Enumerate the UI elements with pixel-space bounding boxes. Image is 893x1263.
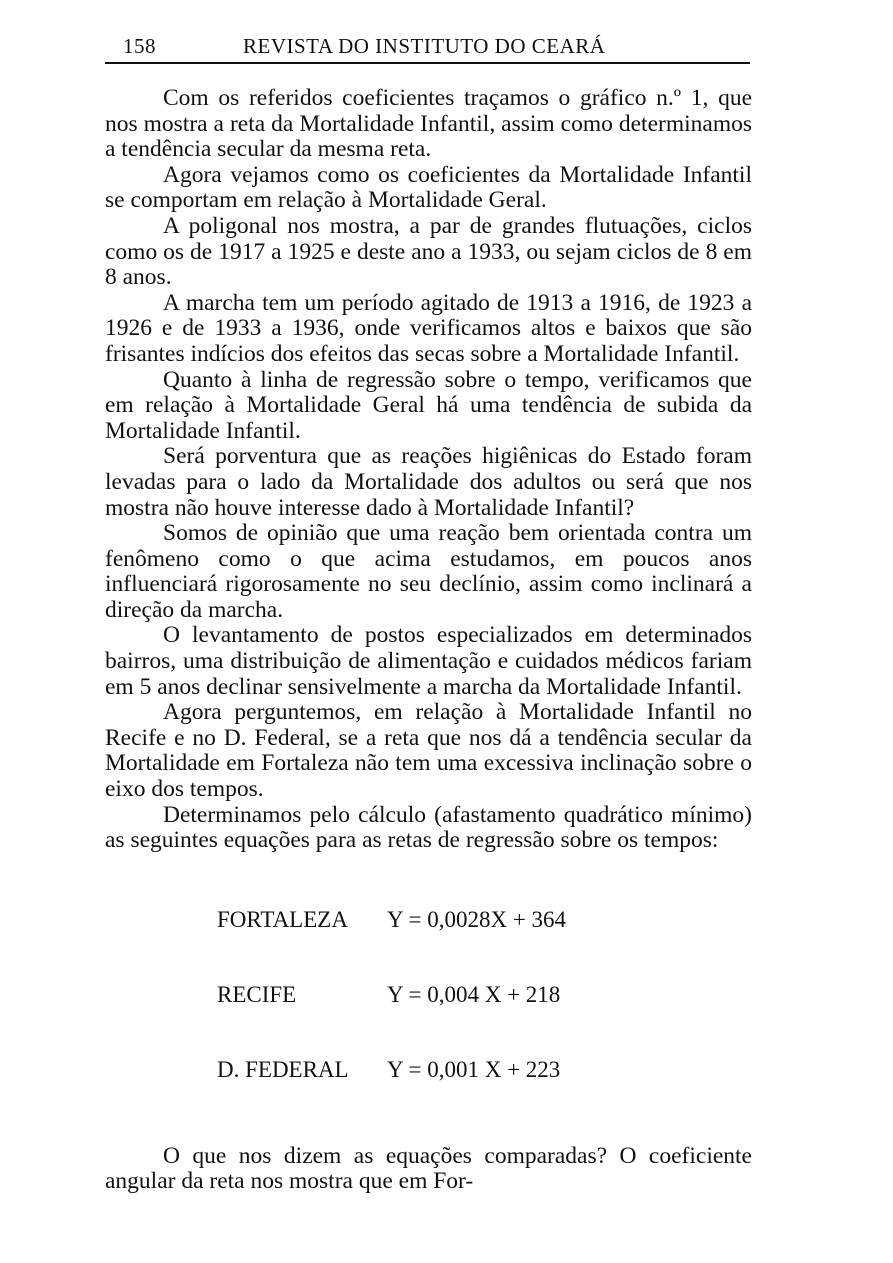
equation-row: [217, 907, 752, 932]
equation-formula: Y = 0,001 X + 223: [387, 1056, 561, 1082]
paragraph: Somos de opinião que uma reação bem orientada contra um fenômeno como o que acima estudamos, em poucos anos influenciará rigorosamente no seu declínio, assim como inclinará a direção da marcha.: [105, 520, 752, 623]
equation-formula: Y = 0,0028X + 364: [387, 906, 567, 932]
closing-paragraph: O que nos dizem as equações comparadas? O coeficiente angular da reta nos mostra que em For-: [105, 1142, 752, 1195]
paragraph: O levantamento de postos especializados em determinados bairros, uma distribuição de alimentação e cuidados médicos fariam em 5 anos declinar sensivelmente a marcha da Mortalidade Infantil.: [105, 622, 752, 700]
equation-city: FORTALEZA: [217, 906, 348, 932]
running-title: REVISTA DO INSTITUTO DO CEARÁ: [243, 34, 606, 58]
paragraph: Com os referidos coeficientes traçamos o gráfico n.º 1, que nos mostra a reta da Mortalidade Infantil, assim como determinamos a tendência secular da mesma reta.: [105, 85, 752, 163]
paragraph: Agora vejamos como os coeficientes da Mortalidade Infantil se comportam em relação à Mortalidade Geral.: [105, 161, 752, 214]
paragraph: Será porventura que as reações higiênicas do Estado foram levadas para o lado da Mortalidade dos adultos ou será que nos mostra não houve interesse dado à Mortalidade Infantil?: [105, 443, 752, 521]
paragraph: A poligonal nos mostra, a par de grandes flutuações, ciclos como os de 1917 a 1925 e deste ano a 1933, ou sejam ciclos de 8 em 8 anos.: [105, 212, 752, 291]
paragraph: Determinamos pelo cálculo (afastamento quadrático mínimo) as seguintes equações para as retas de regressão sobre os tempos:: [105, 801, 752, 854]
equation-city: D. FEDERAL: [217, 1056, 349, 1082]
equation-row: [217, 1057, 752, 1082]
paragraph: A marcha tem um período agitado de 1913 a 1916, de 1923 a 1926 e de 1933 a 1936, onde verificamos altos e baixos que são frisantes indícios dos efeitos das secas sobre a Mortalidade Infantil.: [105, 289, 752, 367]
body-text: [105, 86, 752, 1195]
equation-formula: Y = 0,004 X + 218: [387, 981, 561, 1007]
paragraph: Agora perguntemos, em relação à Mortalidade Infantil no Recife e no D. Federal, se a reta que nos dá a tendência secular da Mortalidade em Fortaleza não tem uma excessiva inclinação sobre o eixo dos tempos.: [105, 699, 752, 803]
regression-equations: [217, 857, 752, 1132]
paragraph: Quanto à linha de regressão sobre o tempo, verificamos que em relação à Mortalidade Geral há uma tendência de subida da Mortalidade Infantil.: [105, 366, 752, 444]
equation-city: RECIFE: [217, 981, 297, 1007]
equation-row: [217, 982, 752, 1007]
page-number: 158: [123, 34, 156, 58]
page-header: [105, 32, 750, 64]
